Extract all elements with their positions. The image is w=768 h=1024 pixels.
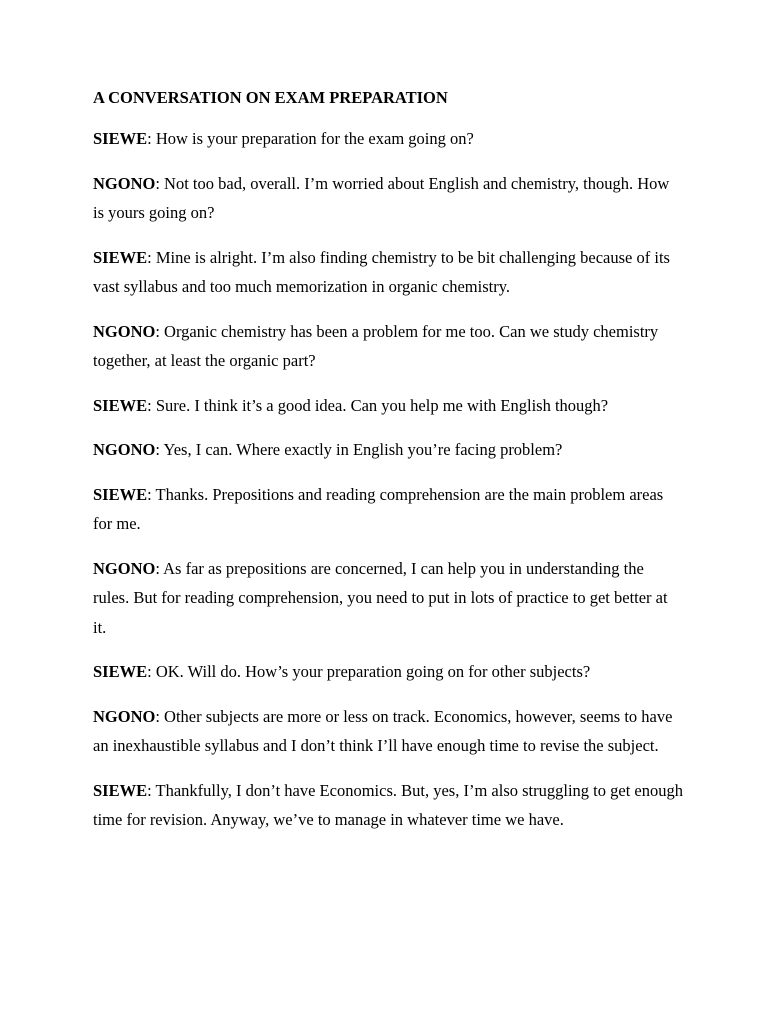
dialogue-text: : Other subjects are more or less on track. Economics, however, seems to have an inexhaustible syllabus and I don’t think I’ll have enough time to revise the subject. [93, 706, 673, 755]
dialogue-line [93, 391, 683, 421]
dialogue-text: : Thanks. Prepositions and reading comprehension are the main problem areas for me. [93, 484, 664, 533]
dialogue-line [93, 480, 683, 539]
speaker-name: NGONO [93, 173, 156, 193]
document-page [93, 87, 683, 850]
speaker-name: NGONO [93, 706, 156, 726]
speaker-name: SIEWE [93, 662, 148, 681]
dialogue-text: : Organic chemistry has been a problem for me too. Can we study chemistry together, at least the organic part? [93, 321, 659, 370]
dialogue-line [93, 554, 683, 643]
dialogue-line [93, 243, 683, 302]
dialogue-text: : Not too bad, overall. I’m worried about English and chemistry, though. How is yours going on? [93, 173, 670, 222]
dialogue-line [93, 702, 683, 761]
speaker-name: NGONO [93, 558, 156, 578]
dialogue-line [93, 776, 683, 835]
dialogue-line [93, 435, 683, 465]
dialogue-text: : Thankfully, I don’t have Economics. But, yes, I’m also struggling to get enough time for revision. Anyway, we’ve to manage in whatever time we have. [93, 780, 683, 829]
speaker-name: SIEWE [93, 780, 148, 800]
speaker-name: SIEWE [93, 247, 148, 267]
dialogue-line [93, 124, 683, 154]
dialogue-text: : Yes, I can. Where exactly in English you’re facing problem? [155, 440, 563, 459]
speaker-name: NGONO [93, 440, 156, 459]
document-title: A CONVERSATION ON EXAM PREPARATION [93, 88, 448, 107]
speaker-name: NGONO [93, 321, 156, 341]
dialogue-line [93, 657, 683, 687]
dialogue-line [93, 317, 683, 376]
dialogue-text: : How is your preparation for the exam going on? [147, 129, 474, 148]
dialogue-text: : As far as prepositions are concerned, I can help you in understanding the rules. But for reading comprehension, you need to put in lots of practice to get better at it. [93, 558, 668, 637]
speaker-name: SIEWE [93, 129, 148, 148]
speaker-name: SIEWE [93, 484, 148, 504]
speaker-name: SIEWE [93, 395, 148, 415]
dialogue-text: : Sure. I think it’s a good idea. Can you help me with English though? [147, 395, 609, 415]
dialogue-text: : Mine is alright. I’m also finding chemistry to be bit challenging because of its vast syllabus and too much memorization in organic chemistry. [93, 247, 670, 296]
dialogue-line [93, 169, 683, 228]
dialogue-text: : OK. Will do. How’s your preparation going on for other subjects? [147, 662, 591, 681]
